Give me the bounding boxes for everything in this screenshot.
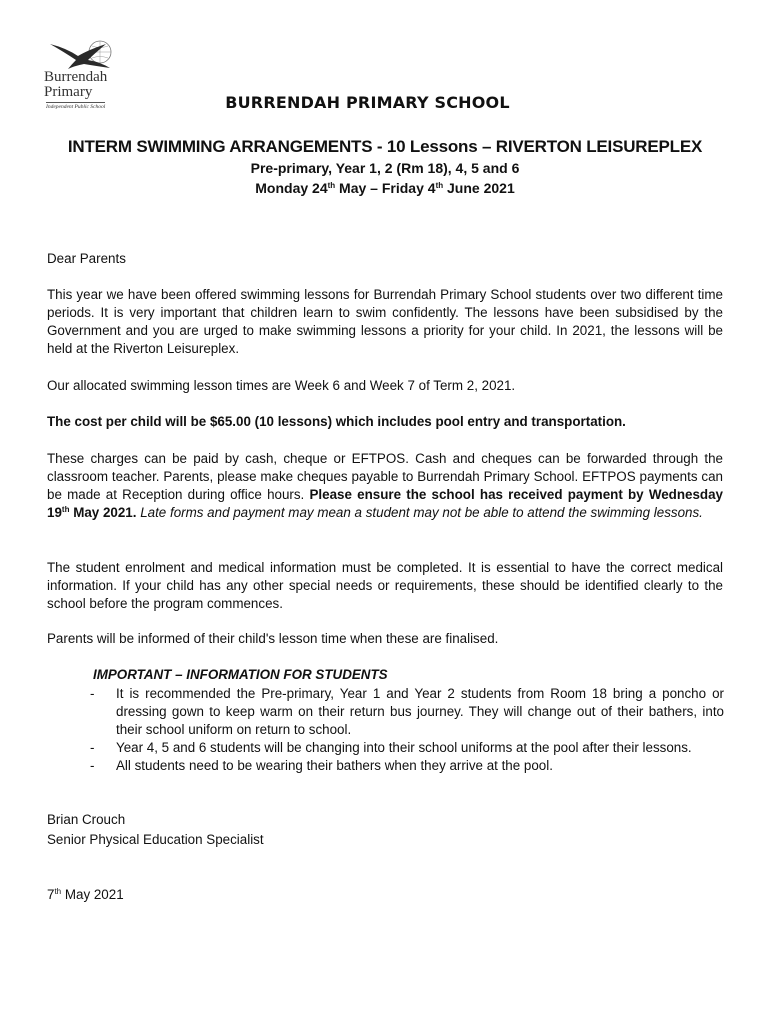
paragraph-lesson-times: Our allocated swimming lesson times are Week 6 and Week 7 of Term 2, 2021. <box>47 378 516 393</box>
bullet-dash: - <box>90 686 95 701</box>
dates-suffix: June 2021 <box>443 180 515 196</box>
bullet-dash: - <box>90 758 95 773</box>
payment-text: These charges can be paid by cash, cheque or EFTPOS. Cash and cheques can be forwarded through the classroom teacher. Parents, please make cheques payable to Burrendah Primary School. EFTPOS payments can be made at Reception during office hours. <box>47 451 723 502</box>
date-sup: th <box>54 887 62 896</box>
dates-middle: May – Friday 4 <box>335 180 436 196</box>
bird-globe-icon <box>48 40 128 72</box>
important-heading: IMPORTANT – INFORMATION FOR STUDENTS <box>93 667 388 682</box>
dates-sup-1: th <box>327 181 336 190</box>
paragraph-payment <box>47 450 723 522</box>
list-item <box>88 757 724 775</box>
dates-prefix: Monday 24 <box>255 180 328 196</box>
paragraph-medical: The student enrolment and medical information must be completed. It is essential to have the correct medical information. If your child has any other special needs or requirements, these should be identified clearly to the school before the program commences. <box>47 560 723 611</box>
payment-deadline-sup: th <box>61 505 70 514</box>
list-item-text: It is recommended the Pre-primary, Year 1 and Year 2 students from Room 18 bring a poncho or dressing gown to keep warm on their return bus journey. They will change out of their bathers, into their school uniform on return to school. <box>116 686 724 737</box>
date-rest: May 2021 <box>61 887 124 902</box>
date-day: 7 <box>47 887 55 902</box>
salutation: Dear Parents <box>47 251 126 266</box>
list-item <box>88 739 724 757</box>
school-title: BURRENDAH PRIMARY SCHOOL <box>225 93 510 112</box>
dates-sup-2: th <box>435 181 444 190</box>
paragraph-intro: This year we have been offered swimming lessons for Burrendah Primary School students over two different time periods. It is very important that children learn to swim confidently. The lessons have been subsidised by the Government and you are urged to make swimming lessons a priority for your child. In 2021, the lessons will be held at the Riverton Leisureplex. <box>47 287 723 356</box>
paragraph-lesson-notice: Parents will be informed of their child's lesson time when these are finalised. <box>47 631 499 646</box>
sub-heading-year-groups: Pre-primary, Year 1, 2 (Rm 18), 4, 5 and 6 <box>250 160 520 176</box>
list-item-text: Year 4, 5 and 6 students will be changing into their school uniforms at the pool after their lessons. <box>116 740 692 755</box>
payment-deadline-prefix: Please ensure the school has received payment by Wednesday 19 <box>47 487 723 520</box>
main-heading: INTERM SWIMMING ARRANGEMENTS - 10 Lessons – RIVERTON LEISUREPLEX <box>67 137 703 156</box>
logo-name-line2: Primary <box>44 84 93 100</box>
signature-name: Brian Crouch <box>47 812 126 827</box>
list-item-text: All students need to be wearing their bathers when they arrive at the pool. <box>116 758 553 773</box>
payment-deadline-suffix: May 2021. <box>69 505 137 520</box>
sub-heading-dates <box>0 180 770 196</box>
important-list <box>88 685 724 775</box>
late-forms-warning: Late forms and payment may mean a student may not be able to attend the swimming lessons. <box>136 505 703 520</box>
logo-tagline: Independent Public School <box>46 104 106 110</box>
cost-line: The cost per child will be $65.00 (10 lessons) which includes pool entry and transportation. <box>47 414 626 429</box>
letter-date <box>47 886 124 904</box>
signature-title: Senior Physical Education Specialist <box>47 832 264 847</box>
logo-name-line1: Burrendah <box>44 69 108 85</box>
list-item <box>88 685 724 739</box>
bullet-dash: - <box>90 740 95 755</box>
